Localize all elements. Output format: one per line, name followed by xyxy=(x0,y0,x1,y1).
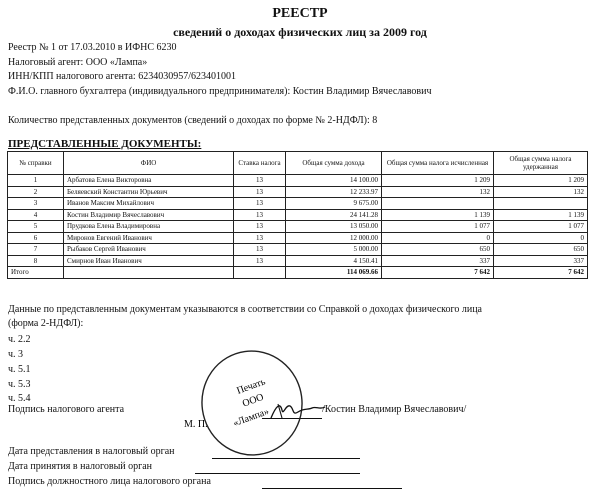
cell-tax-calc: 650 xyxy=(382,244,494,256)
cell-rate: 13 xyxy=(234,186,286,198)
cell-income: 13 050.00 xyxy=(286,221,382,233)
cell-tax-calc: 1 139 xyxy=(382,209,494,221)
cell-number: 6 xyxy=(8,232,64,244)
handwritten-signature xyxy=(268,398,328,422)
cell-tax-held: 0 xyxy=(494,232,588,244)
cell-rate: 13 xyxy=(234,198,286,210)
cell-fio: Костин Владимир Вячеславович xyxy=(64,209,234,221)
cell-empty xyxy=(64,267,234,279)
column-header: ФИО xyxy=(64,152,234,175)
inn-kpp: ИНН/КПП налогового агента: 6234030957/623401001 xyxy=(8,71,236,82)
cell-tax-held: 1 209 xyxy=(494,175,588,187)
cell-income: 12 233.97 xyxy=(286,186,382,198)
cell-number: 5 xyxy=(8,221,64,233)
cell-tax-calc: 1 209 xyxy=(382,175,494,187)
total-row xyxy=(8,267,588,279)
table-header-row xyxy=(8,152,588,175)
footer-item: ч. 2.2 xyxy=(8,334,31,345)
cell-rate: 13 xyxy=(234,232,286,244)
table-row xyxy=(8,198,588,210)
cell-tax-held: 337 xyxy=(494,255,588,267)
cell-fio: Рыбаков Сергей Иванович xyxy=(64,244,234,256)
cell-tax-calc xyxy=(382,198,494,210)
footer-item: ч. 3 xyxy=(8,349,24,360)
cell-income: 4 150.41 xyxy=(286,255,382,267)
cell-rate: 13 xyxy=(234,175,286,187)
cell-income: 12 000.00 xyxy=(286,232,382,244)
footer-note: Данные по представленным документам указываются в соответствии со Справкой о доходах физического лица xyxy=(8,304,482,315)
documents-count: Количество представленных документов (сведений о доходах по форме № 2-НДФЛ): 8 xyxy=(8,115,378,126)
stamp-text: ООО xyxy=(241,391,266,410)
table-row xyxy=(8,244,588,256)
cell-income: 9 675.00 xyxy=(286,198,382,210)
cell-tax-calc: 337 xyxy=(382,255,494,267)
official-signature-label: Подпись должностного лица налогового органа xyxy=(8,476,211,487)
agent-signature-label: Подпись налогового агента xyxy=(8,404,125,415)
cell-tax-held xyxy=(494,198,588,210)
date-submit-label: Дата представления в налоговый орган xyxy=(8,446,175,457)
cell-fio: Прудкова Елена Владимировна xyxy=(64,221,234,233)
column-header: Ставка налога xyxy=(234,152,286,175)
cell-tax-calc: 0 xyxy=(382,232,494,244)
column-header: № справки xyxy=(8,152,64,175)
table-row xyxy=(8,209,588,221)
cell-empty xyxy=(234,267,286,279)
date-accept-label: Дата принятия в налоговый орган xyxy=(8,461,153,472)
table-row xyxy=(8,232,588,244)
stamp-mp: М. П. xyxy=(184,419,208,430)
cell-number: 1 xyxy=(8,175,64,187)
table-row xyxy=(8,175,588,187)
cell-tax-held: 1 139 xyxy=(494,209,588,221)
footer-item: ч. 5.3 xyxy=(8,379,31,390)
date-accept-line xyxy=(195,473,360,474)
cell-total-income: 114 069.66 xyxy=(286,267,382,279)
cell-tax-calc: 1 077 xyxy=(382,221,494,233)
column-header: Общая сумма дохода xyxy=(286,152,382,175)
cell-total-calc: 7 642 xyxy=(382,267,494,279)
cell-fio: Смирнов Иван Иванович xyxy=(64,255,234,267)
cell-tax-held: 1 077 xyxy=(494,221,588,233)
cell-total-label: Итого xyxy=(8,267,64,279)
cell-tax-held: 132 xyxy=(494,186,588,198)
cell-tax-held: 650 xyxy=(494,244,588,256)
cell-number: 3 xyxy=(8,198,64,210)
column-header: Общая сумма налога удержанная xyxy=(494,152,588,175)
footer-item: ч. 5.4 xyxy=(8,393,31,404)
document-subtitle: сведений о доходах физических лиц за 2009 год xyxy=(173,25,427,39)
cell-rate: 13 xyxy=(234,244,286,256)
cell-rate: 13 xyxy=(234,221,286,233)
footer-item: ч. 5.1 xyxy=(8,364,31,375)
footer-note-form: (форма 2-НДФЛ): xyxy=(8,318,84,329)
cell-income: 24 141.28 xyxy=(286,209,382,221)
chief-accountant: Ф.И.О. главного бухгалтера (индивидуального предпринимателя): Костин Владимир Вячеславович xyxy=(8,86,432,97)
cell-income: 14 100.00 xyxy=(286,175,382,187)
cell-income: 5 000.00 xyxy=(286,244,382,256)
cell-number: 2 xyxy=(8,186,64,198)
column-header: Общая сумма налога исчисленная xyxy=(382,152,494,175)
cell-fio: Беляевский Константин Юрьевич xyxy=(64,186,234,198)
official-signature-line xyxy=(262,488,402,489)
stamp-text: «Лампа» xyxy=(231,406,271,430)
section-title: ПРЕДСТАВЛЕННЫЕ ДОКУМЕНТЫ: xyxy=(8,138,202,150)
table-row xyxy=(8,255,588,267)
cell-fio: Арбатова Елена Викторовна xyxy=(64,175,234,187)
document-title: РЕЕСТР xyxy=(272,6,328,21)
cell-tax-calc: 132 xyxy=(382,186,494,198)
registry-table xyxy=(7,151,588,279)
stamp-text: Печать xyxy=(235,376,267,397)
cell-rate: 13 xyxy=(234,255,286,267)
cell-number: 8 xyxy=(8,255,64,267)
table-row xyxy=(8,186,588,198)
agent-signature-name: /Костин Владимир Вячеславович/ xyxy=(322,404,467,415)
table-row xyxy=(8,221,588,233)
cell-rate: 13 xyxy=(234,209,286,221)
tax-agent: Налоговый агент: ООО «Лампа» xyxy=(8,57,148,68)
cell-number: 7 xyxy=(8,244,64,256)
cell-fio: Иванов Максим Михайлович xyxy=(64,198,234,210)
cell-number: 4 xyxy=(8,209,64,221)
cell-fio: Миронов Евгений Иванович xyxy=(64,232,234,244)
registry-number: Реестр № 1 от 17.03.2010 в ИФНС 6230 xyxy=(8,42,177,53)
cell-total-held: 7 642 xyxy=(494,267,588,279)
